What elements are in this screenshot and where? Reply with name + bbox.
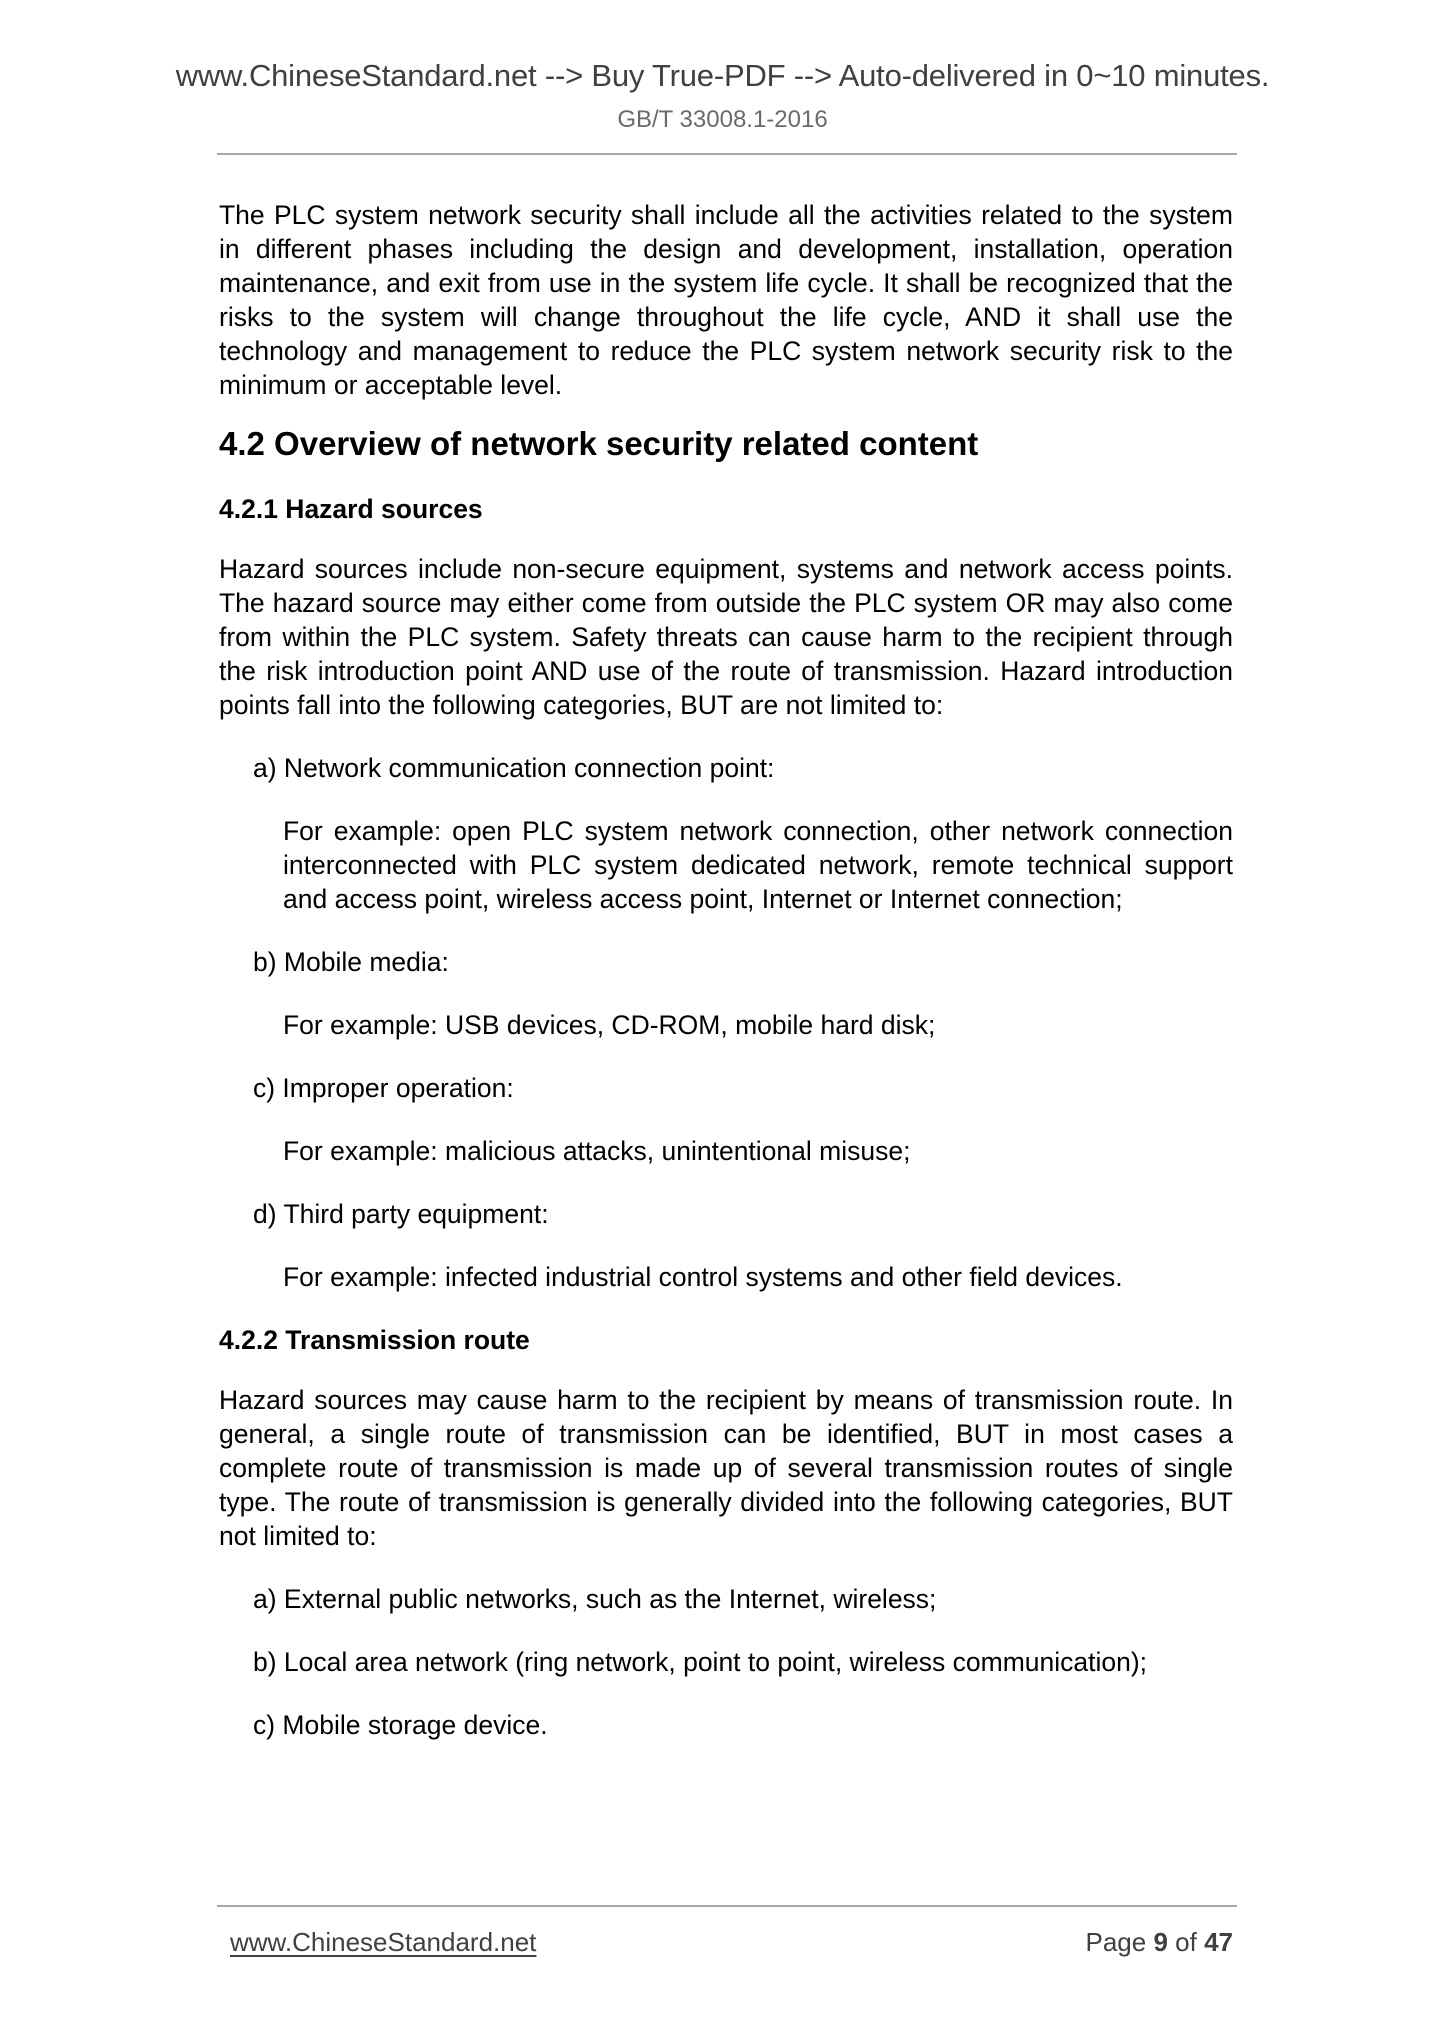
hazard-sources-paragraph: Hazard sources include non-secure equipment, systems and network access points. The hazard source may either come from outside the PLC system OR may also come from within the PLC system. Safety threats can cause harm to the recipient through the risk introduction point AND use of the route of transmission. Hazard introduction points fall into the following categories, BUT are not limited to:	[219, 554, 1233, 720]
page-total: 47	[1204, 1927, 1233, 1957]
page-content	[219, 198, 1233, 1771]
route-item: c) Mobile storage device.	[253, 1710, 548, 1740]
header-banner: www.ChineseStandard.net --> Buy True-PDF --> Auto-delivered in 0~10 minutes.	[175, 58, 1270, 93]
route-item: b) Local area network (ring network, point to point, wireless communication);	[253, 1647, 1148, 1677]
route-item: a) External public networks, such as the Internet, wireless;	[253, 1584, 937, 1614]
hazard-item-label: d) Third party equipment:	[253, 1199, 549, 1229]
hazard-item-example: For example: infected industrial control systems and other field devices.	[283, 1262, 1123, 1292]
hazard-item-label: a) Network communication connection point:	[253, 753, 775, 783]
page-prefix: Page	[1085, 1927, 1147, 1957]
footer-divider	[217, 1905, 1237, 1907]
hazard-item-label: b) Mobile media:	[253, 947, 449, 977]
section-heading-4-2: 4.2 Overview of network security related content	[219, 425, 979, 462]
hazard-item-example: For example: open PLC system network connection, other network connection interconnected with PLC system dedicated network, remote technical support and access point, wireless access point, Internet or Internet connection;	[283, 816, 1233, 914]
page-current: 9	[1153, 1927, 1168, 1957]
page-of: of	[1175, 1927, 1197, 1957]
subsection-heading-4-2-1: 4.2.1 Hazard sources	[219, 494, 483, 524]
hazard-item-example: For example: USB devices, CD-ROM, mobile hard disk;	[283, 1010, 936, 1040]
page-number	[1085, 1927, 1233, 1958]
hazard-item-label: c) Improper operation:	[253, 1073, 514, 1103]
subsection-heading-4-2-2: 4.2.2 Transmission route	[219, 1325, 530, 1355]
footer-site-link[interactable]: www.ChineseStandard.net	[230, 1927, 537, 1957]
standard-number: GB/T 33008.1-2016	[617, 106, 828, 133]
transmission-route-paragraph: Hazard sources may cause harm to the recipient by means of transmission route. In general, a single route of transmission can be identified, BUT in most cases a complete route of transmission is made up of several transmission routes of single type. The route of transmission is generally divided into the following categories, BUT not limited to:	[219, 1385, 1233, 1551]
hazard-item-example: For example: malicious attacks, unintentional misuse;	[283, 1136, 911, 1166]
header-divider	[217, 153, 1237, 155]
intro-paragraph: The PLC system network security shall include all the activities related to the system in different phases including the design and development, installation, operation maintenance, and exit from use in the system life cycle. It shall be recognized that the risks to the system will change throughout the life cycle, AND it shall use the technology and management to reduce the PLC system network security risk to the minimum or acceptable level.	[219, 200, 1233, 400]
